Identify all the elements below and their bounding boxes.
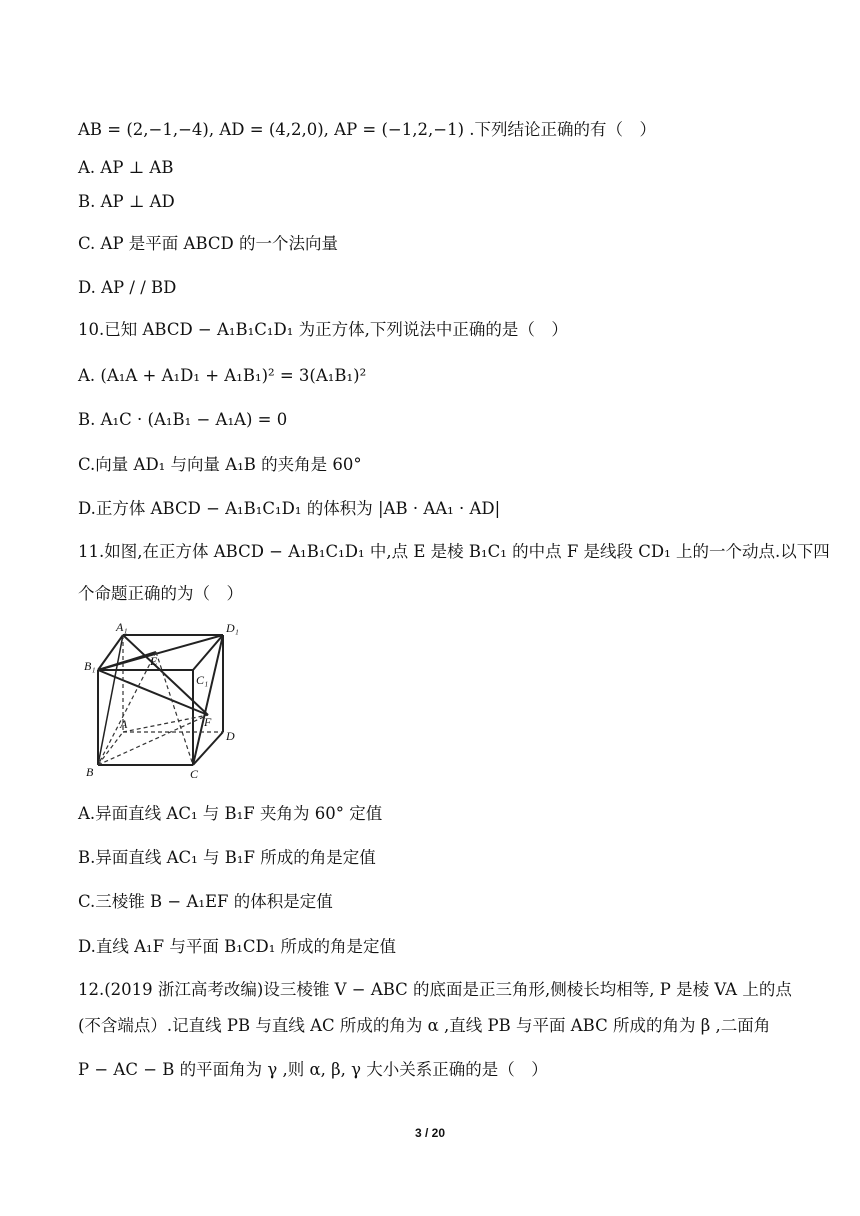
q10-option-d: D.正方体 ABCD − A₁B₁C₁D₁ 的体积为 |AB · AA₁ · AD| bbox=[78, 499, 501, 518]
q11-option-b: B.异面直线 AC₁ 与 B₁F 所成的角是定值 bbox=[78, 848, 376, 867]
q11-stem-line2: 个命题正确的为（ ） bbox=[78, 584, 243, 603]
q10-option-a: A. (A₁A + A₁D₁ + A₁B₁)² = 3(A₁B₁)² bbox=[78, 366, 367, 385]
q11-option-d: D.直线 A₁F 与平面 B₁CD₁ 所成的角是定值 bbox=[78, 937, 397, 956]
label-f: F bbox=[204, 715, 212, 729]
hidden-edge bbox=[156, 652, 193, 765]
q10-option-c: C.向量 AD₁ 与向量 A₁B 的夹角是 60° bbox=[78, 455, 362, 474]
q12-stem-line3: P − AC − B 的平面角为 γ ,则 α, β, γ 大小关系正确的是（ ） bbox=[78, 1060, 548, 1079]
label-e: E bbox=[150, 654, 158, 668]
label-d1: D₁ bbox=[226, 621, 239, 635]
label-a: A bbox=[120, 717, 128, 731]
edge bbox=[193, 635, 223, 765]
q9-option-a: A. AP ⊥ AB bbox=[78, 158, 174, 177]
hidden-edge bbox=[123, 715, 208, 732]
hidden-edge bbox=[98, 715, 208, 765]
hidden-edge bbox=[98, 652, 156, 765]
q11-stem-line1: 11.如图,在正方体 ABCD − A₁B₁C₁D₁ 中,点 E 是棱 B₁C₁ 的中点 F 是线段 CD₁ 上的一个动点.以下四 bbox=[78, 542, 830, 561]
q11-option-a: A.异面直线 AC₁ 与 B₁F 夹角为 60° 定值 bbox=[78, 804, 383, 823]
label-a1: A₁ bbox=[116, 620, 128, 634]
q10-stem: 10.已知 ABCD − A₁B₁C₁D₁ 为正方体,下列说法中正确的是（ ） bbox=[78, 320, 568, 339]
cube-figure bbox=[78, 620, 248, 780]
label-c: C bbox=[190, 767, 199, 780]
q12-stem-line2: (不含端点）.记直线 PB 与直线 AC 所成的角为 α ,直线 PB 与平面 ABC 所成的角为 β ,二面角 bbox=[78, 1016, 771, 1035]
q9-option-b: B. AP ⊥ AD bbox=[78, 192, 175, 211]
page-number: 3 / 20 bbox=[414, 1126, 446, 1140]
q9-option-c: C. AP 是平面 ABCD 的一个法向量 bbox=[78, 234, 338, 253]
q10-option-b: B. A₁C · (A₁B₁ − A₁A) = 0 bbox=[78, 410, 288, 429]
q12-stem-line1: 12.(2019 浙江高考改编)设三棱锥 V − ABC 的底面是正三角形,侧棱长均相等, P 是棱 VA 上的点 bbox=[78, 980, 792, 999]
label-b1: B₁ bbox=[84, 659, 96, 673]
q9-option-d: D. AP / / BD bbox=[78, 278, 177, 297]
q11-option-c: C.三棱锥 B − A₁EF 的体积是定值 bbox=[78, 892, 333, 911]
label-d: D bbox=[226, 729, 235, 743]
label-b: B bbox=[86, 765, 94, 779]
label-c1: C₁ bbox=[196, 673, 209, 687]
q9-vectors-line: AB = (2,−1,−4), AD = (4,2,0), AP = (−1,2,−1) .下列结论正确的有（ ） bbox=[78, 120, 656, 139]
edge bbox=[98, 635, 123, 765]
